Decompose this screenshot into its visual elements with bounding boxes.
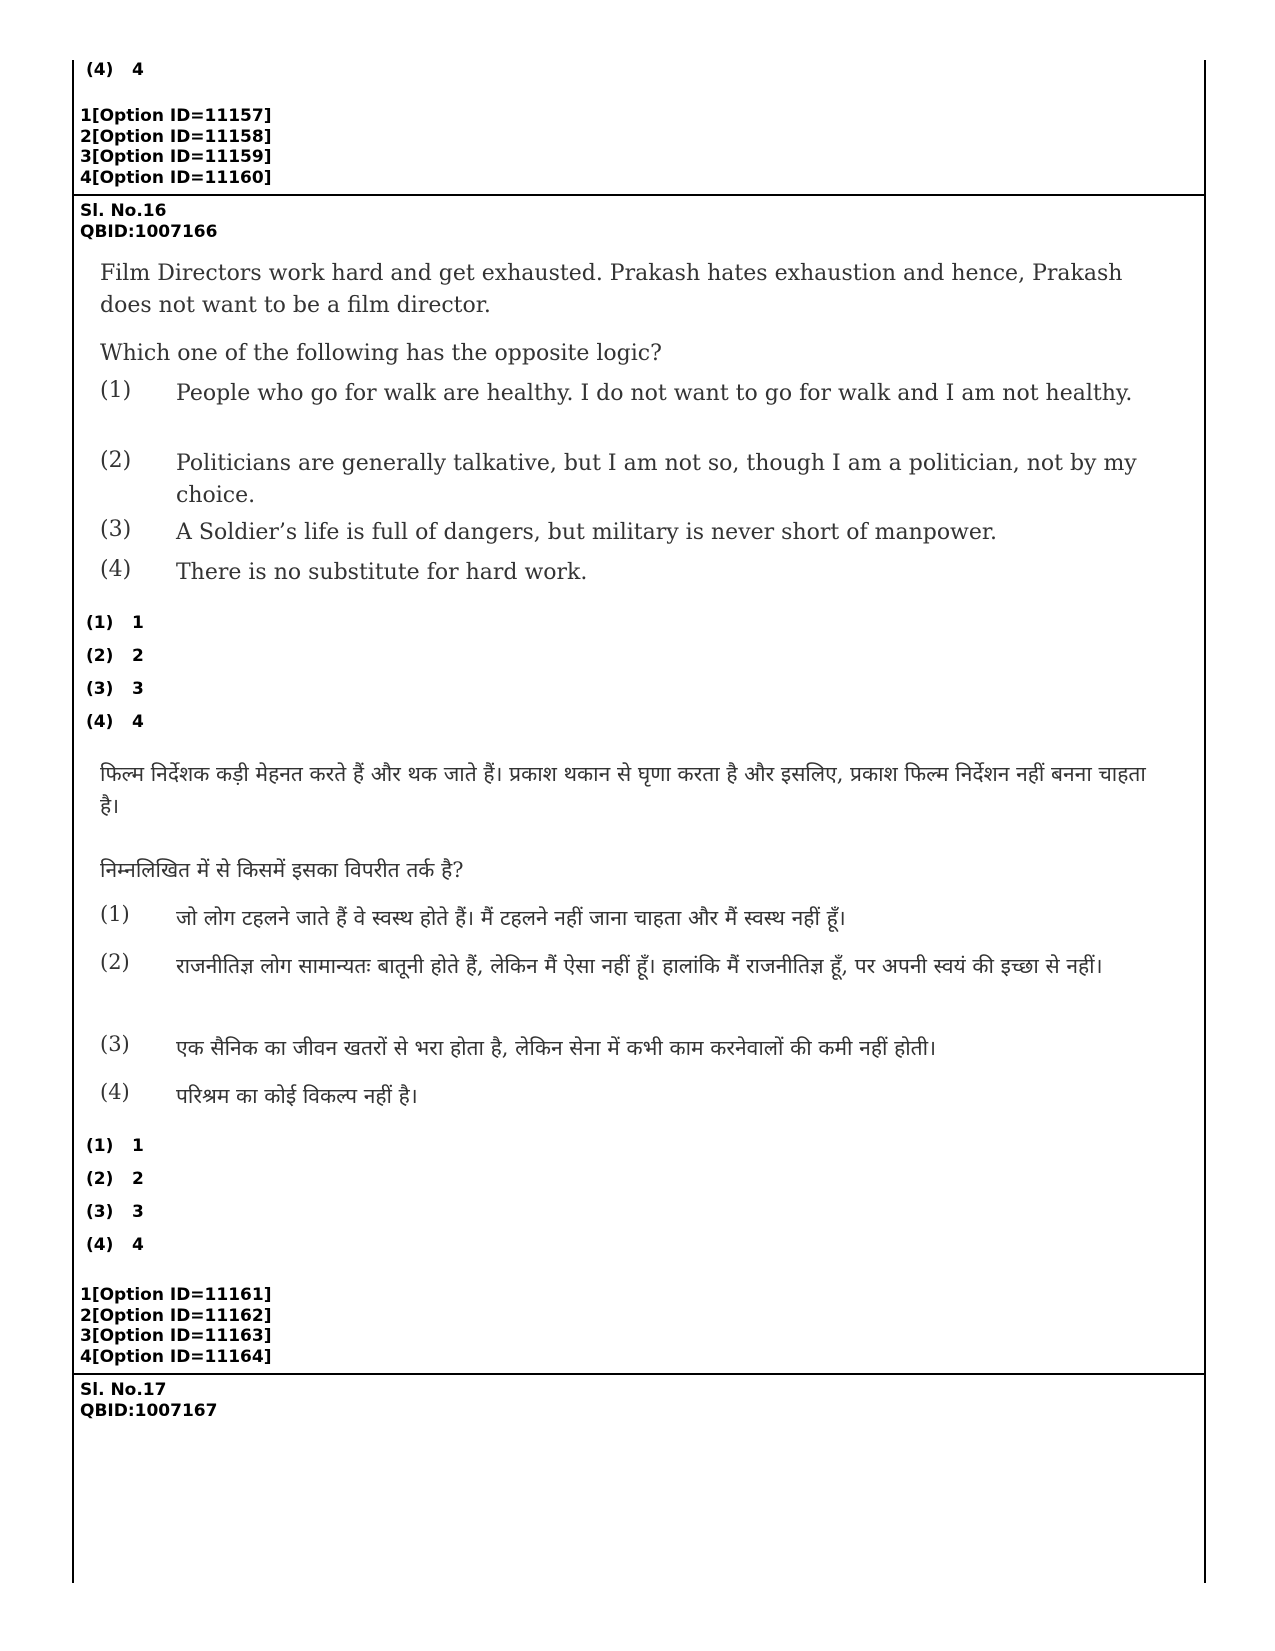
- answer-number: (3): [86, 679, 114, 699]
- answer-choice-1[interactable]: [86, 613, 144, 633]
- serial-number: Sl. No.17: [80, 1380, 167, 1400]
- answer-choice-3[interactable]: [86, 679, 144, 699]
- option-text: एक सैनिक का जीवन खतरों से भरा होता है, लेकिन सेना में कभी काम करनेवालों की कमी नहीं होती।: [176, 1036, 937, 1060]
- option-text: परिश्रम का कोई विकल्प नहीं है।: [176, 1084, 418, 1108]
- answer-number: (2): [86, 646, 114, 666]
- option-number: (4): [100, 1080, 130, 1104]
- question-stem-english: Film Directors work hard and get exhausted. Prakash hates exhaustion and hence, Prakash does not want to be a film director.: [100, 261, 1123, 318]
- question-paper-page: [72, 60, 1206, 1583]
- prev-answer-option-4: [86, 60, 144, 80]
- answer-value: 3: [132, 679, 144, 699]
- answer-number: (4): [86, 712, 114, 732]
- option-id-line: 1[Option ID=11161]: [80, 1285, 272, 1305]
- serial-number: Sl. No.16: [80, 201, 167, 221]
- answer-value: 1: [132, 1136, 144, 1156]
- answer-number: (2): [86, 1169, 114, 1189]
- question-prompt-english: Which one of the following has the opposite logic?: [100, 341, 662, 366]
- option-number: (3): [100, 1032, 130, 1056]
- option-id-line: 3[Option ID=11163]: [80, 1326, 272, 1346]
- answer-value: 1: [132, 613, 144, 633]
- section-divider: [74, 194, 1204, 196]
- answer-value: 4: [132, 1235, 144, 1255]
- option-text: People who go for walk are healthy. I do not want to go for walk and I am not healthy.: [176, 381, 1133, 406]
- option-number: (1): [100, 378, 132, 403]
- option-id-line: 1[Option ID=11157]: [80, 106, 272, 126]
- answer-number: (1): [86, 1136, 114, 1156]
- option-id-line: 2[Option ID=11158]: [80, 127, 272, 147]
- option-id-line: 3[Option ID=11159]: [80, 147, 272, 167]
- section-divider: [74, 1373, 1204, 1375]
- qbid: QBID:1007166: [80, 222, 218, 242]
- answer-number: (1): [86, 613, 114, 633]
- option-id-line: 2[Option ID=11162]: [80, 1306, 272, 1326]
- answer-number: (4): [86, 60, 114, 80]
- option-text: There is no substitute for hard work.: [176, 560, 588, 585]
- option-id-line: 4[Option ID=11164]: [80, 1347, 272, 1367]
- qbid: QBID:1007167: [80, 1401, 218, 1421]
- answer-choice-4[interactable]: [86, 712, 144, 732]
- option-number: (2): [100, 448, 132, 473]
- option-text: Politicians are generally talkative, but I am not so, though I am a politician, not by my choice.: [176, 451, 1137, 508]
- question-prompt-hindi: निम्नलिखित में से किसमें इसका विपरीत तर्क है?: [100, 858, 464, 882]
- option-number: (2): [100, 950, 130, 974]
- answer-choice-1-hindi[interactable]: [86, 1136, 144, 1156]
- answer-value: 3: [132, 1202, 144, 1222]
- option-text: जो लोग टहलने जाते हैं वे स्वस्थ होते हैं। मैं टहलने नहीं जाना चाहता और मैं स्वस्थ नहीं हूँ।: [176, 906, 846, 930]
- answer-choice-2[interactable]: [86, 646, 144, 666]
- answer-value: 4: [132, 60, 144, 80]
- option-text: राजनीतिज्ञ लोग सामान्यतः बातूनी होते हैं, लेकिन मैं ऐसा नहीं हूँ। हालांकि मैं राजनीतिज्ञ हूँ, पर अपनी स्वयं की इच्छा से नहीं।: [176, 954, 1103, 978]
- option-number: (1): [100, 902, 130, 926]
- answer-choice-3-hindi[interactable]: [86, 1202, 144, 1222]
- answer-choice-4-hindi[interactable]: [86, 1235, 144, 1255]
- answer-value: 2: [132, 646, 144, 666]
- answer-choice-2-hindi[interactable]: [86, 1169, 144, 1189]
- answer-value: 2: [132, 1169, 144, 1189]
- option-number: (4): [100, 557, 132, 582]
- answer-number: (3): [86, 1202, 114, 1222]
- option-id-line: 4[Option ID=11160]: [80, 168, 272, 188]
- answer-value: 4: [132, 712, 144, 732]
- option-text: A Soldier’s life is full of dangers, but military is never short of manpower.: [176, 520, 998, 545]
- question-stem-hindi: फिल्म निर्देशक कड़ी मेहनत करते हैं और थक जाते हैं। प्रकाश थकान से घृणा करता है और इसलिए, प्रकाश फिल्म निर्देशन नहीं बनना चाहता है।: [100, 762, 1146, 818]
- answer-number: (4): [86, 1235, 114, 1255]
- option-number: (3): [100, 517, 132, 542]
